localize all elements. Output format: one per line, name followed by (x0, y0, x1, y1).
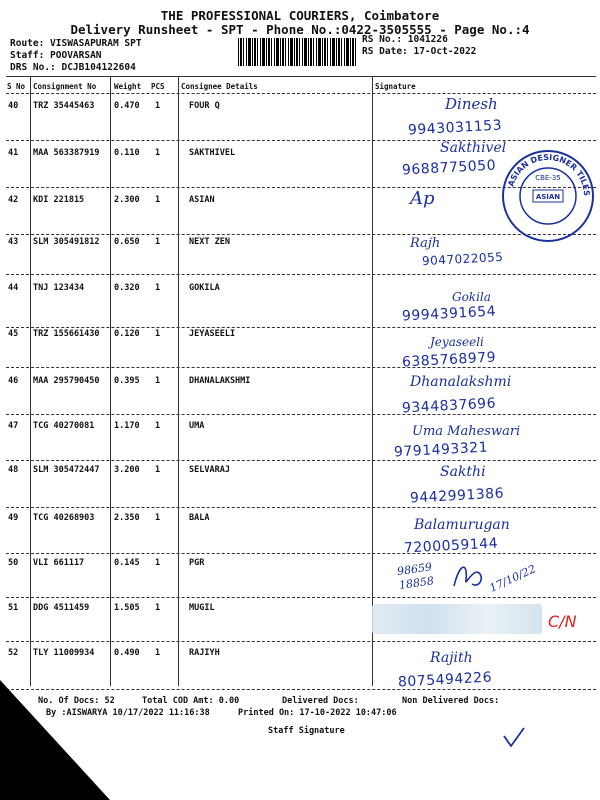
row-divider (6, 460, 596, 461)
scan-shadow-corner (0, 680, 110, 800)
row-sno: 42 (8, 195, 19, 205)
row-sno: 49 (8, 513, 19, 523)
row-divider (6, 507, 596, 508)
row-consignee: RAJIYH (189, 648, 220, 658)
row-pcs: 1 (155, 465, 161, 475)
row-weight: 2.300 (114, 195, 140, 205)
stamp-code: CBE-35 (535, 174, 561, 182)
stamp-text: ASIAN DESIGNER TILES (506, 152, 592, 197)
printed-on: Printed On: 17-10-2022 10:47:06 (238, 708, 397, 718)
row-phone: 9047022055 (421, 249, 504, 269)
row-signature: Balamurugan (414, 517, 510, 533)
company-stamp (500, 148, 596, 244)
row-weight: 3.200 (114, 465, 140, 475)
row-signature: Ap (410, 188, 435, 209)
row-phone: 9688775050 (401, 157, 497, 179)
row-weight: 0.490 (114, 648, 140, 658)
row-weight: 0.120 (114, 329, 140, 339)
row-consignment: KDI 221815 (33, 195, 85, 205)
docs-count: No. Of Docs: 52 (38, 696, 115, 706)
col-divider (372, 76, 373, 686)
row-consignee: PGR (189, 558, 205, 568)
generated-by: By :AISWARYA 10/17/2022 11:16:38 (46, 708, 210, 718)
row-pcs: 1 (155, 513, 161, 523)
row-weight: 0.650 (114, 237, 140, 247)
row-consignment: TRZ 35445463 (33, 101, 95, 111)
row-pcs: 1 (155, 648, 161, 658)
row-pcs: 1 (155, 421, 161, 431)
row-consignee: UMA (189, 421, 205, 431)
row-signature: Dinesh (445, 95, 498, 113)
check-mark-icon (500, 722, 530, 752)
row-signature: Dhanalakshmi (410, 374, 512, 390)
table-header-divider (6, 93, 596, 94)
row-consignment: TNJ 123434 (33, 283, 85, 293)
row-divider (6, 597, 596, 598)
col-header-weight: Weight (114, 82, 142, 91)
row-pcs: 1 (155, 195, 161, 205)
row-weight: 0.395 (114, 376, 140, 386)
row-consignee: GOKILA (189, 283, 220, 293)
row-weight: 0.145 (114, 558, 140, 568)
row-weight: 1.170 (114, 421, 140, 431)
staff-label: Staff: POOVARSAN (10, 50, 102, 61)
row-divider (6, 140, 596, 141)
row-weight: 2.350 (114, 513, 140, 523)
row-consignment: TCG 40268903 (33, 513, 95, 523)
row-sno: 48 (8, 465, 19, 475)
row-consignment: MAA 563387919 (33, 148, 100, 158)
row-weight: 0.470 (114, 101, 140, 111)
row-consignee: SAKTHIVEL (189, 148, 236, 158)
row-pcs: 1 (155, 148, 161, 158)
row-consignment: VLI 661117 (33, 558, 85, 568)
row-phone: 8075494226 (397, 669, 493, 691)
row-signature: Sakthi (440, 464, 486, 480)
row-phone: 9791493321 (393, 439, 489, 461)
row-divider (6, 274, 596, 275)
row-signature: Gokila (452, 290, 491, 304)
row-sno: 43 (8, 237, 19, 247)
row-weight: 1.505 (114, 603, 140, 613)
row-consignee: MUGIL (189, 603, 215, 613)
row-consignee: DHANALAKSHMI (189, 376, 251, 386)
row-consignment: DDG 4511459 (33, 603, 90, 613)
company-title: THE PROFESSIONAL COURIERS, Coimbatore (160, 8, 440, 23)
row-sno: 45 (8, 329, 19, 339)
cn-annotation: C/N (548, 612, 577, 631)
drs-label: DRS No.: DCJB104122604 (10, 62, 136, 73)
signature-scribble (450, 558, 490, 592)
row-consignee: FOUR Q (189, 101, 220, 111)
row-consignee: SELVARAJ (189, 465, 230, 475)
row-weight: 0.110 (114, 148, 140, 158)
col-header-consignment: Consignment No (33, 82, 97, 91)
row-sno: 46 (8, 376, 19, 386)
row-divider (6, 641, 596, 642)
rs-number: RS No.: 1041226 (362, 34, 448, 45)
row-divider (6, 327, 596, 328)
runsheet-title: Delivery Runsheet - SPT - Phone No.:0422-3505555 - Page No.:4 (70, 22, 530, 37)
non-delivered-docs: Non Delivered Docs: (402, 696, 500, 706)
row-divider (6, 367, 596, 368)
col-header-pcs: PCS (151, 82, 165, 91)
row-sno: 40 (8, 101, 19, 111)
row-sno: 44 (8, 283, 19, 293)
row-consignment: TCG 40270081 (33, 421, 95, 431)
row-date: 17/10/22 (487, 562, 538, 595)
svg-text:ASIAN: ASIAN (535, 193, 561, 201)
row-consignment: SLM 305472447 (33, 465, 100, 475)
cod-amount: Total COD Amt: 0.00 (142, 696, 240, 706)
row-consignee: JEYASEELI (189, 329, 236, 339)
col-divider (30, 76, 31, 686)
row-pcs: 1 (155, 376, 161, 386)
col-header-consignee: Consignee Details (181, 82, 258, 91)
row-sno: 47 (8, 421, 19, 431)
col-header-signature: Signature (375, 82, 416, 91)
row-consignee: NEXT ZEN (189, 237, 230, 247)
row-pcs: 1 (155, 237, 161, 247)
delivered-docs: Delivered Docs: (282, 696, 359, 706)
row-pcs: 1 (155, 101, 161, 111)
row-sno: 41 (8, 148, 19, 158)
row-consignment: TLY 11009934 (33, 648, 95, 658)
rs-date: RS Date: 17-Oct-2022 (362, 46, 477, 57)
row-sno: 52 (8, 648, 19, 658)
redacted-signature (372, 604, 542, 634)
barcode (238, 38, 356, 66)
row-phone: 9943031153 (407, 117, 503, 139)
row-signature: Uma Maheswari (412, 424, 521, 439)
table-top-border (6, 76, 596, 77)
staff-signature-label: Staff Signature (268, 726, 345, 736)
row-phone: 9344837696 (401, 395, 497, 417)
row-pcs: 1 (155, 558, 161, 568)
row-signature: Sakthivel (440, 140, 507, 156)
row-phone: 7200059144 (403, 535, 499, 557)
row-phone: 9994391654 (401, 303, 497, 325)
row-phone: 9442991386 (409, 485, 505, 507)
col-header-sno: S No (7, 82, 26, 91)
route-label: Route: VISWASAPURAM SPT (10, 38, 142, 49)
row-sno: 51 (8, 603, 19, 613)
row-weight: 0.320 (114, 283, 140, 293)
row-pcs: 1 (155, 329, 161, 339)
row-pcs: 1 (155, 283, 161, 293)
row-signature: Rajh (410, 236, 441, 251)
row-pcs: 1 (155, 603, 161, 613)
row-sno: 50 (8, 558, 19, 568)
col-divider (110, 76, 111, 686)
row-consignment: TRZ 155661430 (33, 329, 100, 339)
row-signature: 98659 18858 (396, 560, 435, 593)
row-signature: Rajith (430, 650, 473, 666)
row-consignment: MAA 295790450 (33, 376, 100, 386)
row-divider (6, 414, 596, 415)
row-consignee: BALA (189, 513, 210, 523)
row-consignee: ASIAN (189, 195, 215, 205)
row-consignment: SLM 305491812 (33, 237, 100, 247)
row-divider (6, 553, 596, 554)
row-signature: Jeyaseeli (430, 335, 484, 349)
col-divider (178, 76, 179, 686)
row-phone: 6385768979 (401, 349, 497, 371)
